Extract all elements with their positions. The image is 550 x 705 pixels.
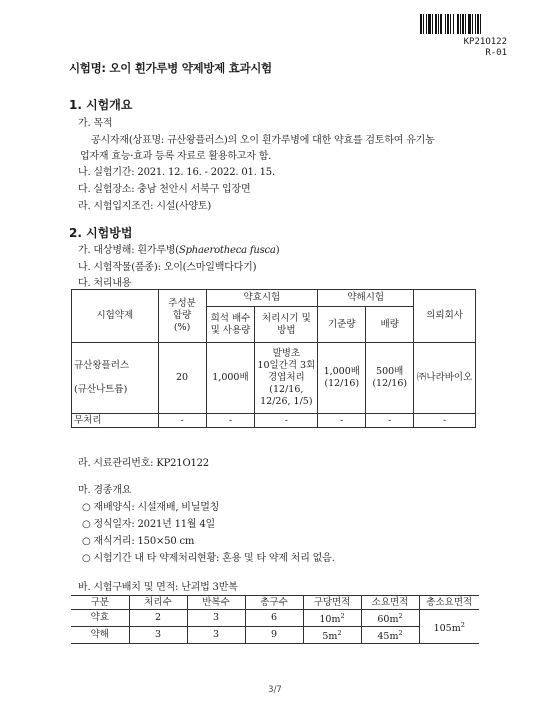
plot-row2-kind: 약해 bbox=[71, 627, 129, 644]
row2-double: - bbox=[366, 414, 414, 428]
plot-header-reps: 반복수 bbox=[187, 596, 245, 610]
row2-timing: - bbox=[255, 414, 318, 428]
header-timing: 처리시기 및 방법 bbox=[255, 307, 318, 343]
row1-timing: 발병초 10일간격 3회 경엽처리 (12/16, 12/26, 1/5) bbox=[255, 343, 318, 414]
cultivation-item: ○ 재식거리: 150×50 cm bbox=[82, 536, 195, 547]
header-ingredient: 주성분 함량 (%) bbox=[158, 290, 206, 343]
row2-standard: - bbox=[318, 414, 366, 428]
purpose-line1: 공시자재(상표명: 규산왕플러스)의 오이 흰가루병에 대한 약효를 검토하여 유기농 bbox=[91, 135, 435, 146]
plot-row1-plots: 6 bbox=[245, 610, 303, 627]
purpose-label: 가. 목적 bbox=[78, 118, 113, 129]
row1-dilution: 1,000배 bbox=[206, 343, 255, 414]
row1-standard: 1,000배 (12/16) bbox=[318, 343, 366, 414]
row2-dilution: - bbox=[206, 414, 255, 428]
document-title: 시험명: 오이 흰가루병 약제방제 효과시험 bbox=[69, 61, 272, 75]
plot-row2-treatments: 3 bbox=[129, 627, 187, 644]
plot-row2-plots: 9 bbox=[245, 627, 303, 644]
barcode-bar bbox=[481, 14, 484, 34]
cultivation-label: 마. 경종개요 bbox=[78, 485, 132, 496]
sample-number: 라. 시료관리번호: KP21O122 bbox=[78, 458, 209, 469]
header-dilution: 희석 배수 및 사용량 bbox=[206, 307, 255, 343]
treatment-label: 다. 처리내용 bbox=[78, 278, 132, 289]
plot-row1-treatments: 2 bbox=[129, 610, 187, 627]
plot-total-area: $105m^2$ bbox=[419, 610, 479, 644]
experiment-period: 나. 실험기간: 2021. 12. 16. - 2022. 01. 15. bbox=[78, 167, 275, 178]
header-standard: 기준량 bbox=[318, 307, 366, 343]
header-agent: 시험약제 bbox=[72, 290, 159, 343]
test-crop: 나. 시험작물(품종): 오이(스마일백다다기) bbox=[78, 262, 257, 273]
plot-row1-plot-area: $10m^2$ bbox=[303, 610, 361, 627]
cultivation-item: ○ 재배양식: 시설재배, 비닐멀칭 bbox=[82, 502, 220, 513]
cultivation-item: ○ 시험기간 내 타 약제처리현황: 혼용 및 타 약제 처리 없음. bbox=[82, 553, 335, 564]
row1-company: ㈜나라바이오 bbox=[414, 343, 476, 414]
row2-company: - bbox=[414, 414, 476, 428]
header-efficacy: 약효시험 bbox=[206, 290, 318, 307]
doc-code-block bbox=[464, 37, 507, 59]
plot-header-need-area: 소요면적 bbox=[361, 596, 419, 610]
plot-row2-plot-area: $5m^2$ bbox=[303, 627, 361, 644]
header-toxicity: 약해시험 bbox=[318, 290, 414, 307]
revision: R-01 bbox=[485, 48, 507, 58]
row2-agent: 무처리 bbox=[72, 414, 159, 428]
section2-heading: 2. 시험방법 bbox=[69, 226, 133, 240]
row1-ingredient: 20 bbox=[158, 343, 206, 414]
plot-row2-reps: 3 bbox=[187, 627, 245, 644]
barcode bbox=[420, 14, 508, 34]
plot-header-total-area: 총소요면적 bbox=[419, 596, 479, 610]
page-number: 3/7 bbox=[268, 685, 282, 695]
section1-heading: 1. 시험개요 bbox=[69, 98, 133, 112]
doc-code: KP21O122 bbox=[463, 37, 507, 47]
plot-header-treatments: 처리수 bbox=[129, 596, 187, 610]
header-double: 배량 bbox=[366, 307, 414, 343]
plot-table bbox=[71, 595, 479, 644]
treatment-table bbox=[71, 289, 476, 428]
row1-double: 500배 (12/16) bbox=[366, 343, 414, 414]
plot-header-plots: 총구수 bbox=[245, 596, 303, 610]
target-scientific-name: Sphaerotheca fusca bbox=[178, 245, 276, 256]
target-disease: 가. 대상병해: 흰가루병(Sphaerotheca fusca) bbox=[78, 245, 280, 256]
plot-header-plot-area: 구당면적 bbox=[303, 596, 361, 610]
row2-ingredient: - bbox=[158, 414, 206, 428]
purpose-line2: 업자재 효능·효과 등록 자료로 활용하고자 함. bbox=[80, 151, 272, 162]
header-company: 의뢰회사 bbox=[414, 290, 476, 343]
experiment-location: 다. 실험장소: 충남 천안시 서북구 입장면 bbox=[78, 184, 251, 195]
plot-row1-kind: 약효 bbox=[71, 610, 129, 627]
experiment-condition: 라. 시험입지조건: 시설(사양토) bbox=[78, 201, 212, 212]
plot-row2-need-area: $45m^2$ bbox=[361, 627, 419, 644]
plot-row1-reps: 3 bbox=[187, 610, 245, 627]
plot-header-kind: 구분 bbox=[71, 596, 129, 610]
row1-agent: 규산왕플러스 (규산나트륨) bbox=[72, 343, 159, 414]
plot-layout-label: 바. 시험구배치 및 면적: 난괴법 3반복 bbox=[78, 582, 238, 593]
cultivation-item: ○ 정식일자: 2021년 11월 4일 bbox=[82, 519, 215, 530]
plot-row1-need-area: $60m^2$ bbox=[361, 610, 419, 627]
